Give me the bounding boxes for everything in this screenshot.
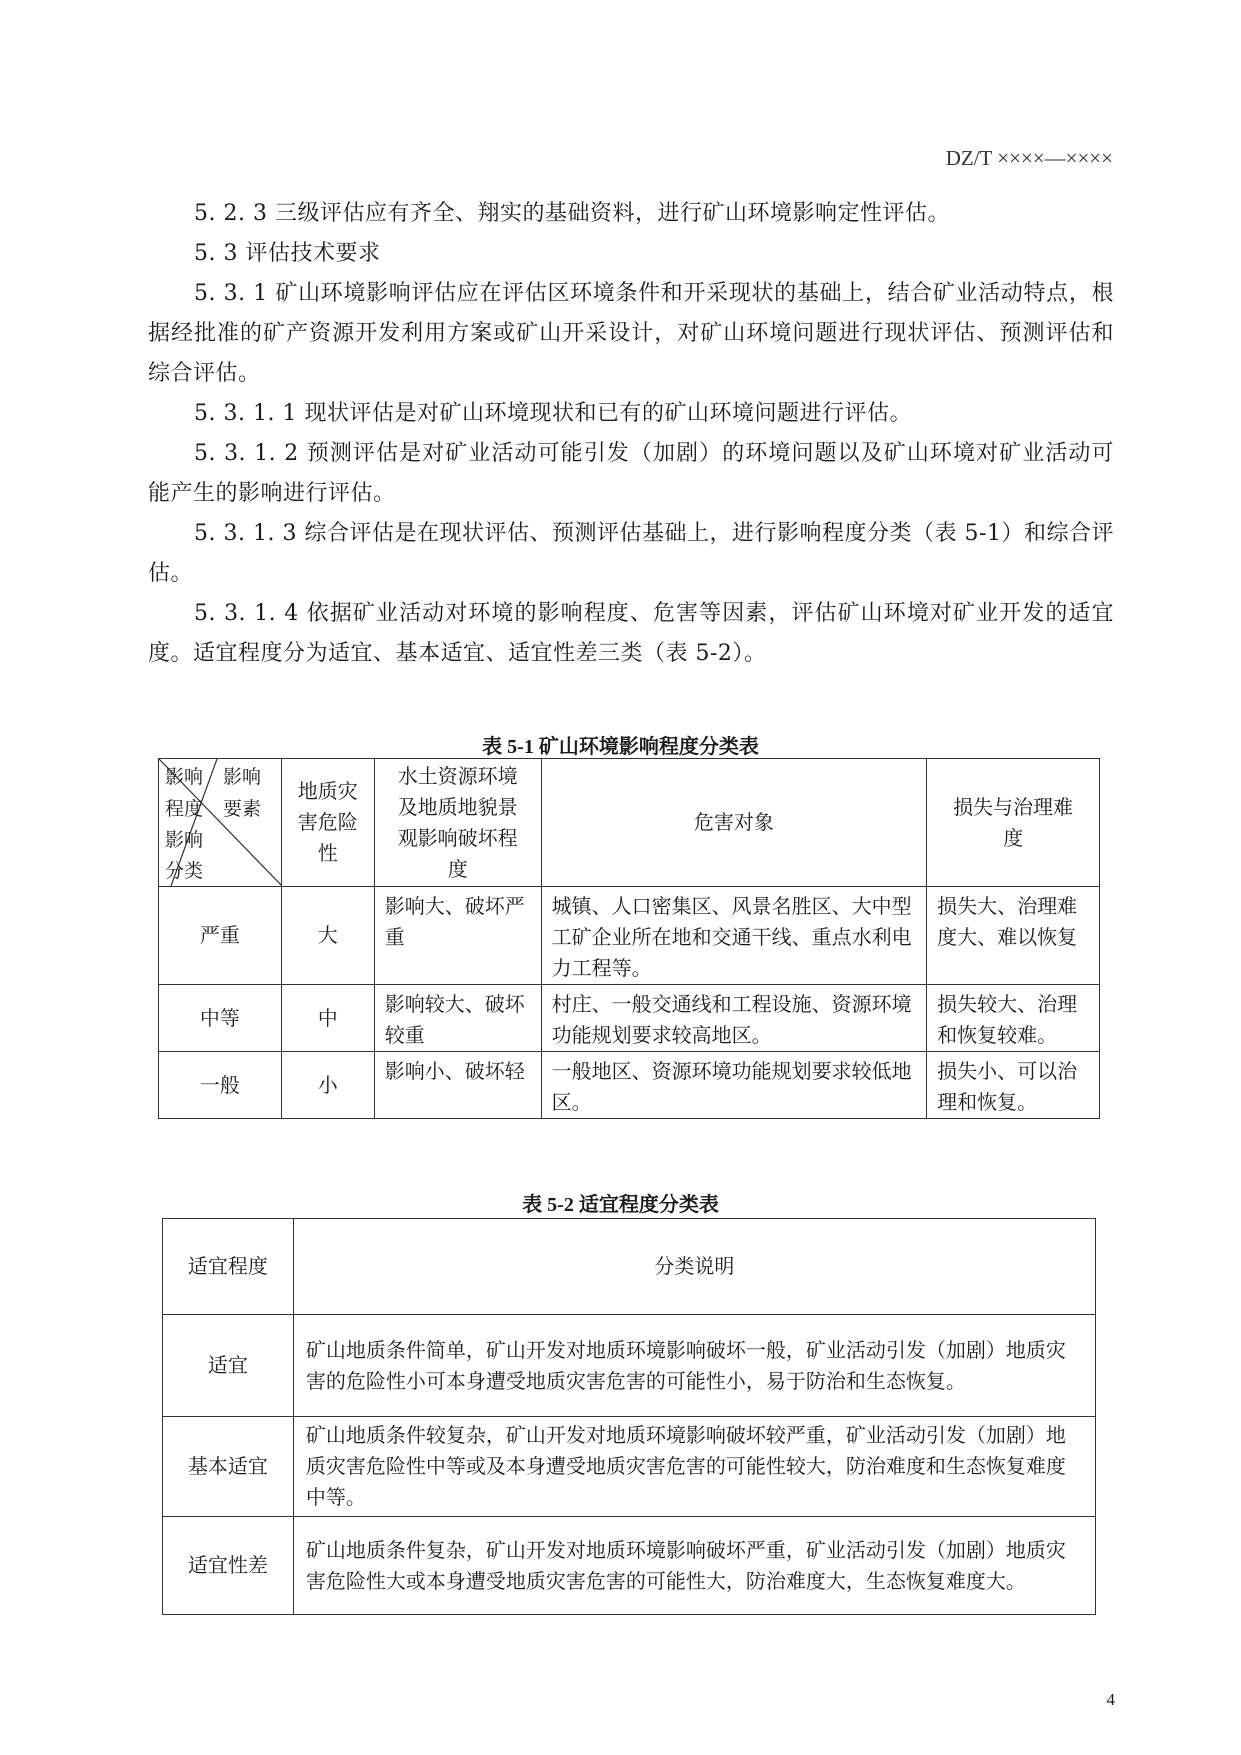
paragraph-5-3-1: 5. 3. 1 矿山环境影响评估应在评估区环境条件和开采现状的基础上，结合矿业活动特点，根据经批准的矿产资源开发利用方案或矿山开采设计，对矿山环境问题进行现状评估、预测评估和综合评估。: [148, 281, 1114, 386]
hazard-cell: 大: [281, 887, 374, 985]
page-number: 4: [1106, 1690, 1115, 1709]
damage-cell: 影响较大、破坏较重: [374, 985, 541, 1052]
paragraph-5-2-3: 5. 2. 3 三级评估应有齐全、翔实的基础资料，进行矿山环境影响定性评估。: [194, 201, 950, 226]
suitability-cell: 基本适宜: [163, 1417, 294, 1517]
damage-cell: 影响小、破坏轻: [374, 1052, 541, 1119]
table-row: [159, 985, 1100, 1052]
table-row: [159, 887, 1100, 985]
diagonal-header-cell: [159, 759, 282, 887]
table-row: [163, 1517, 1096, 1615]
target-cell: 城镇、人口密集区、风景名胜区、大中型工矿企业所在地和交通干线、重点水利电力工程等。: [541, 887, 927, 985]
diag-label: 影响: [165, 766, 204, 788]
suitability-cell: 适宜性差: [163, 1517, 294, 1615]
header-damage: 水土资源环境及地质地貌景观影响破坏程度: [374, 759, 541, 887]
table-row: [163, 1417, 1096, 1517]
header-hazard: 地质灾害危险性: [281, 759, 374, 887]
paragraph-5-3-1-4: 5. 3. 1. 4 依据矿业活动对环境的影响程度、危害等因素，评估矿山环境对矿业开发的适宜度。适宜程度分为适宜、基本适宜、适宜性差三类（表 5-2）。: [148, 601, 1114, 666]
header-description: 分类说明: [293, 1219, 1095, 1315]
level-cell: 严重: [159, 887, 282, 985]
table-row: [163, 1315, 1096, 1417]
table-header-row: [159, 759, 1100, 887]
suitability-cell: 适宜: [163, 1315, 294, 1417]
paragraph-5-3-1-1: 5. 3. 1. 1 现状评估是对矿山环境现状和已有的矿山环境问题进行评估。: [194, 401, 912, 426]
loss-cell: 损失小、可以治理和恢复。: [927, 1052, 1100, 1119]
header-target: 危害对象: [541, 759, 927, 887]
loss-cell: 损失较大、治理和恢复较难。: [927, 985, 1100, 1052]
table-row: [159, 1052, 1100, 1119]
impact-classification-table: [158, 758, 1100, 1119]
diag-label: 程度: [165, 798, 204, 820]
body-text: [148, 194, 1114, 674]
table-header-row: [163, 1219, 1096, 1315]
description-cell: 矿山地质条件较复杂，矿山开发对地质环境影响破坏较严重，矿业活动引发（加剧）地质灾害危险性中等或及本身遭受地质灾害危害的可能性较大，防治难度和生态恢复难度中等。: [293, 1417, 1095, 1517]
section-heading-5-3: 5. 3 评估技术要求: [194, 241, 381, 266]
hazard-cell: 小: [281, 1052, 374, 1119]
level-cell: 中等: [159, 985, 282, 1052]
table1-caption: 表 5-1 矿山环境影响程度分类表: [482, 736, 759, 758]
diag-label: 分类: [165, 860, 204, 882]
description-cell: 矿山地质条件简单，矿山开发对地质环境影响破坏一般，矿业活动引发（加剧）地质灾害的危险性小可本身遭受地质灾害危害的可能性小，易于防治和生态恢复。: [293, 1315, 1095, 1417]
diag-label: 要素: [223, 798, 262, 820]
suitability-classification-table: [162, 1218, 1096, 1615]
damage-cell: 影响大、破坏严重: [374, 887, 541, 985]
loss-cell: 损失大、治理难度大、难以恢复: [927, 887, 1100, 985]
diag-label: 影响: [223, 766, 262, 788]
target-cell: 一般地区、资源环境功能规划要求较低地区。: [541, 1052, 927, 1119]
standard-code-header: DZ/T ××××—××××: [945, 146, 1113, 170]
diag-label: 影响: [165, 829, 204, 851]
description-cell: 矿山地质条件复杂，矿山开发对地质环境影响破坏严重，矿业活动引发（加剧）地质灾害危险性大或本身遭受地质灾害危害的可能性大，防治难度大，生态恢复难度大。: [293, 1517, 1095, 1615]
hazard-cell: 中: [281, 985, 374, 1052]
header-loss: 损失与治理难度: [927, 759, 1100, 887]
table2-caption: 表 5-2 适宜程度分类表: [522, 1194, 719, 1216]
target-cell: 村庄、一般交通线和工程设施、资源环境功能规划要求较高地区。: [541, 985, 927, 1052]
paragraph-5-3-1-3: 5. 3. 1. 3 综合评估是在现状评估、预测评估基础上，进行影响程度分类（表 5-1）和综合评估。: [148, 521, 1114, 586]
level-cell: 一般: [159, 1052, 282, 1119]
header-suitability: 适宜程度: [163, 1219, 294, 1315]
paragraph-5-3-1-2: 5. 3. 1. 2 预测评估是对矿业活动可能引发（加剧）的环境问题以及矿山环境对矿业活动可能产生的影响进行评估。: [148, 441, 1114, 506]
